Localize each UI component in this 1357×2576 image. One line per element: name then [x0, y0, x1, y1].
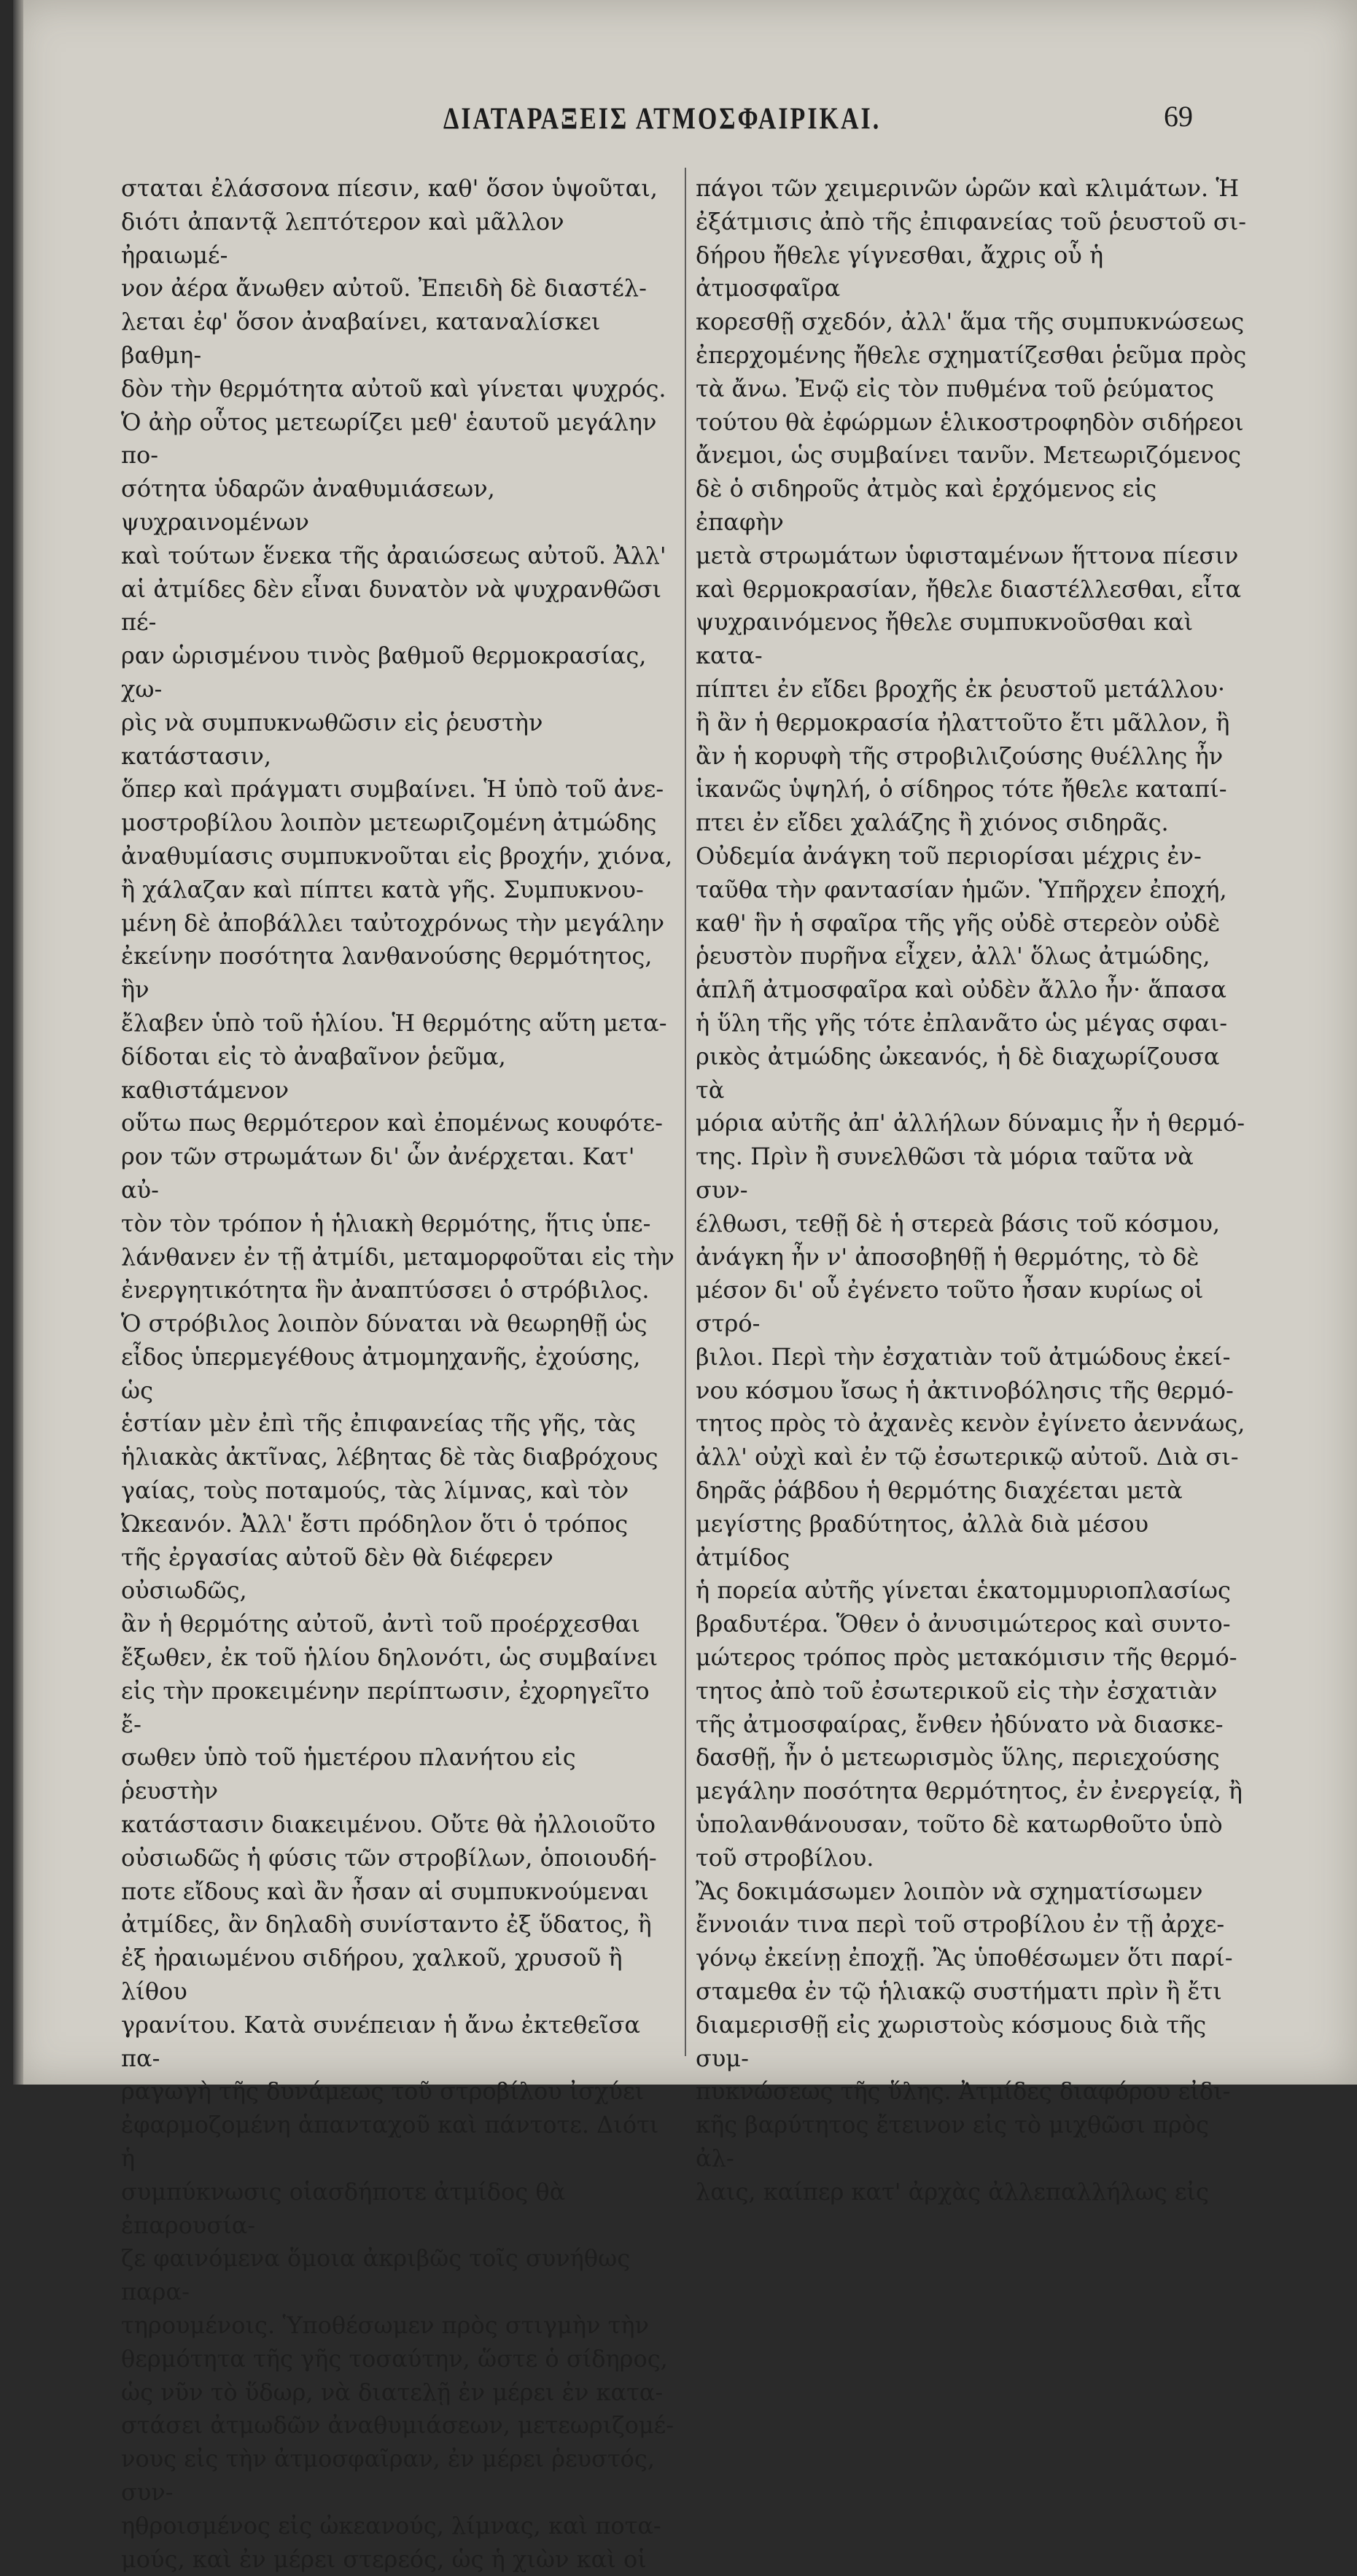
running-title: ΔΙΑΤΑΡΑΞΕΙΣ ΑΤΜΟΣΦΑΙΡΙΚΑΙ. — [443, 102, 882, 136]
book-page — [13, 0, 1357, 2573]
running-head — [13, 102, 1357, 146]
page-number: 69 — [1164, 100, 1193, 133]
paragraph: Ὁ στρόβιλος λοιπὸν δύναται νὰ θεωρηθῇ ὡς εἶδος ὑπερμεγέθους ἀτμομηχανῆς, ἐχούσης, ὡς ἑστίαν μὲν ἐπὶ τῆς ἐπιφανείας τῆς γῆς, τὰς ἡλιακὰς ἀκτῖνας, λέβητας δὲ τὰς διαβρόχους γαίας, τοὺς ποταμούς, τὰς λίμνας, καὶ τὸν Ὠκεανόν. Ἀλλ' ἔστι πρόδηλον ὅτι ὁ τρόπος τῆς ἐργασίας αὐτοῦ δὲν θὰ διέφερεν οὐσιωδῶς, ἂν ἡ θερμότης αὐτοῦ, ἀντὶ τοῦ προέρχεσθαι ἔξωθεν, ἐκ τοῦ ἡλίου δηλονότι, ὡς συμβαίνει εἰς τὴν προκειμένην περίπτωσιν, ἐχορηγεῖτο ἔ- σωθεν ὑπὸ τοῦ ἡμετέρου πλανήτου εἰς ῥευστὴν κατάστασιν διακειμένου. Οὔτε θὰ ἠλλοιοῦτο οὐσιωδῶς ἡ φύσις τῶν στροβίλων, ὁποιουδή- ποτε εἴδους καὶ ἂν ἦσαν αἱ συμπυκνούμεναι ἀτμίδες, ἂν δηλαδὴ συνίσταντο ἐξ ὕδατος, ἢ ἐξ ἠραιωμένου σιδήρου, χαλκοῦ, χρυσοῦ ἢ λίθου γρανίτου. Κατὰ συνέπειαν ἡ ἄνω ἐκτεθεῖσα πα- ραγωγὴ τῆς δυνάμεως τοῦ στροβίλου ἰσχύει ἐφαρμοζομένη ἁπανταχοῦ καὶ πάντοτε. Διότι ἡ συμπύκνωσις οἱασδήποτε ἀτμίδος θὰ ἐπαρουσία- ζε φαινόμενα ὅμοια ἀκριβῶς τοῖς συνήθως παρα- τηρουμένοις. Ὑποθέσωμεν πρὸς στιγμὴν τὴν θερμότητα τῆς γῆς τοσαύτην, ὥστε ὁ σίδηρος, ὡς νῦν τὸ ὕδωρ, νὰ διατελῇ ἐν μέρει ἐν κατα- στάσει ἀτμωδῶν ἀναθυμιάσεων, μετεωριζομέ- νους εἰς τὴν ἀτμοσφαῖραν, ἐν μέρει ῥευστός, συν- ηθροισμένος εἰς ὠκεανούς, λίμνας, καὶ ποτα- μούς, καὶ ἐν μέρει στερεός, ὡς ἡ χιὼν καὶ οἱ — [121, 1310, 674, 2573]
paragraph: Οὐδεμία ἀνάγκη τοῦ περιορίσαι μέχρις ἐν- ταῦθα τὴν φαντασίαν ἡμῶν. Ὑπῆρχεν ἐποχή, καθ' ἣν ἡ σφαῖρα τῆς γῆς οὐδὲ στερεὸν οὐδὲ ῥευστὸν πυρῆνα εἶχεν, ἀλλ' ὅλως ἀτμώδης, ἁπλῆ ἀτμοσφαῖρα καὶ οὐδὲν ἄλλο ἦν· ἅπασα ἡ ὕλη τῆς γῆς τότε ἐπλανᾶτο ὡς μέγας σφαι- ρικὸς ἀτμώδης ὠκεανός, ἡ δὲ διαχωρίζουσα τὰ μόρια αὐτῆς ἀπ' ἀλλήλων δύναμις ἦν ἡ θερμό- της. Πρὶν ἢ συνελθῶσι τὰ μόρια ταῦτα νὰ συν- έλθωσι, τεθῇ δὲ ἡ στερεὰ βάσις τοῦ κόσμου, ἀνάγκη ἦν ν' ἀποσοβηθῇ ἡ θερμότης, τὸ δὲ μέσον δι' οὗ ἐγένετο τοῦτο ἦσαν κυρίως οἱ στρό- βιλοι. Περὶ τὴν ἐσχατιὰν τοῦ ἀτμώδους ἐκεί- νου κόσμου ἴσως ἡ ἀκτινοβόλησις τῆς θερμό- τητος πρὸς τὸ ἀχανὲς κενὸν ἐγίνετο ἀεννάως, ἀλλ' οὐχὶ καὶ ἐν τῷ ἐσωτερικῷ αὐτοῦ. Διὰ σι- δηρᾶς ῥάβδου ἡ θερμότης διαχέεται μετὰ μεγίστης βραδύτητος, ἀλλὰ διὰ μέσου ἀτμίδος ἡ πορεία αὐτῆς γίνεται ἑκατομμυριοπλασίως βραδυτέρα. Ὅθεν ὁ ἀνυσιμώτερος καὶ συντο- μώτερος τρόπος πρὸς μετακόμισιν τῆς θερμό- τητος ἀπὸ τοῦ ἐσωτερικοῦ εἰς τὴν ἐσχατιὰν τῆς ἀτμοσφαίρας, ἔνθεν ἠδύνατο νὰ διασκε- δασθῇ, ἦν ὁ μετεωρισμὸς ὕλης, περιεχούσης μεγάλην ποσότητα θερμότητος, ἐν ἐνεργείᾳ, ἢ ὑπολανθάνουσαν, τοῦτο δὲ κατωρθοῦτο ὑπὸ τοῦ στροβίλου. — [696, 841, 1245, 1872]
paragraph: σταται ἐλάσσονα πίεσιν, καθ' ὅσον ὑψοῦται, διότι ἀπαντᾷ λεπτότερον καὶ μᾶλλον ἠραιωμέ- νον ἀέρα ἄνωθεν αὐτοῦ. Ἐπειδὴ δὲ διαστέλ- λεται ἐφ' ὅσον ἀναβαίνει, καταναλίσκει βαθμη- δὸν τὴν θερμότητα αὐτοῦ καὶ γίνεται ψυχρός. Ὁ ἀὴρ οὗτος μετεωρίζει μεθ' ἑαυτοῦ μεγάλην πο- σότητα ὑδαρῶν ἀναθυμιάσεων, ψυχραινομένων καὶ τούτων ἕνεκα τῆς ἀραιώσεως αὐτοῦ. Ἀλλ' αἱ ἀτμίδες δὲν εἶναι δυνατὸν νὰ ψυχρανθῶσι πέ- ραν ὡρισμένου τινὸς βαθμοῦ θερμοκρασίας, χω- ρὶς νὰ συμπυκνωθῶσιν εἰς ῥευστὴν κατάστασιν, ὅπερ καὶ πράγματι συμβαίνει. Ἡ ὑπὸ τοῦ ἀνε- μοστροβίλου λοιπὸν μετεωριζομένη ἀτμώδης ἀναθυμίασις συμπυκνοῦται εἰς βροχήν, χιόνα, ἢ χάλαζαν καὶ πίπτει κατὰ γῆς. Συμπυκνου- μένη δὲ ἀποβάλλει ταὐτοχρόνως τὴν μεγάλην ἐκείνην ποσότητα λανθανούσης θερμότητος, ἣν ἔλαβεν ὑπὸ τοῦ ἡλίου. Ἡ θερμότης αὕτη μετα- δίδοται εἰς τὸ ἀναβαῖνον ῥεῦμα, καθιστάμενον οὕτω πως θερμότερον καὶ ἐπομένως κουφότε- ρον τῶν στρωμάτων δι' ὧν ἀνέρχεται. Κατ' αὐ- τὸν τὸν τρόπον ἡ ἡλιακὴ θερμότης, ἥτις ὑπε- λάνθανεν ἐν τῇ ἀτμίδι, μεταμορφοῦται εἰς τὴν ἐνεργητικότητα ἣν ἀναπτύσσει ὁ στρόβιλος. — [121, 174, 674, 1304]
column-divider — [685, 168, 686, 2056]
right-column — [696, 172, 1248, 2209]
paragraph: Ἂς δοκιμάσωμεν λοιπὸν νὰ σχηματίσωμεν ἔννοιάν τινα περὶ τοῦ στροβίλου ἐν τῇ ἀρχε- γόνῳ ἐκείνῃ ἐποχῇ. Ἂς ὑποθέσωμεν ὅτι παρί- σταμεθα ἐν τῷ ἡλιακῷ συστήματι πρὶν ἢ ἔτι διαμερισθῇ εἰς χωριστοὺς κόσμους διὰ τῆς συμ- πυκνώσεως τῆς ὕλης. Ἀτμίδες διαφόρου εἰδι- κῆς βαρύτητος ἔτεινον εἰς τὸ μιχθῶσι πρὸς ἀλ- λαις, καίπερ κατ' ἀρχὰς ἀλλεπαλλήλως εἰς — [696, 1877, 1233, 2206]
paragraph: πάγοι τῶν χειμερινῶν ὡρῶν καὶ κλιμάτων. Ἡ ἐξάτμισις ἀπὸ τῆς ἐπιφανείας τοῦ ῥευστοῦ σι- δήρου ἤθελε γίγνεσθαι, ἄχρις οὗ ἡ ἀτμοσφαῖρα κορεσθῇ σχεδόν, ἀλλ' ἅμα τῆς συμπυκνώσεως ἐπερχομένης ἤθελε σχηματίζεσθαι ῥεῦμα πρὸς τὰ ἄνω. Ἐνῷ εἰς τὸν πυθμένα τοῦ ῥεύματος τούτου θὰ ἐφώρμων ἑλικοστροφηδὸν σιδήρεοι ἄνεμοι, ὡς συμβαίνει τανῦν. Μετεωριζόμενος δὲ ὁ σιδηροῦς ἀτμὸς καὶ ἐρχόμενος εἰς ἐπαφὴν μετὰ στρωμάτων ὑφισταμένων ἥττονα πίεσιν καὶ θερμοκρασίαν, ἤθελε διαστέλλεσθαι, εἶτα ψυχραινόμενος ἤθελε συμπυκνοῦσθαι καὶ κατα- πίπτει ἐν εἴδει βροχῆς ἐκ ῥευστοῦ μετάλλου· ἢ ἂν ἡ θερμοκρασία ἠλαττοῦτο ἔτι μᾶλλον, ἢ ἂν ἡ κορυφὴ τῆς στροβιλιζούσης θυέλλης ἦν ἱκανῶς ὑψηλή, ὁ σίδηρος τότε ἤθελε καταπί- πτει ἐν εἴδει χαλάζης ἢ χιόνος σιδηρᾶς. — [696, 174, 1247, 837]
left-column — [121, 172, 677, 2576]
